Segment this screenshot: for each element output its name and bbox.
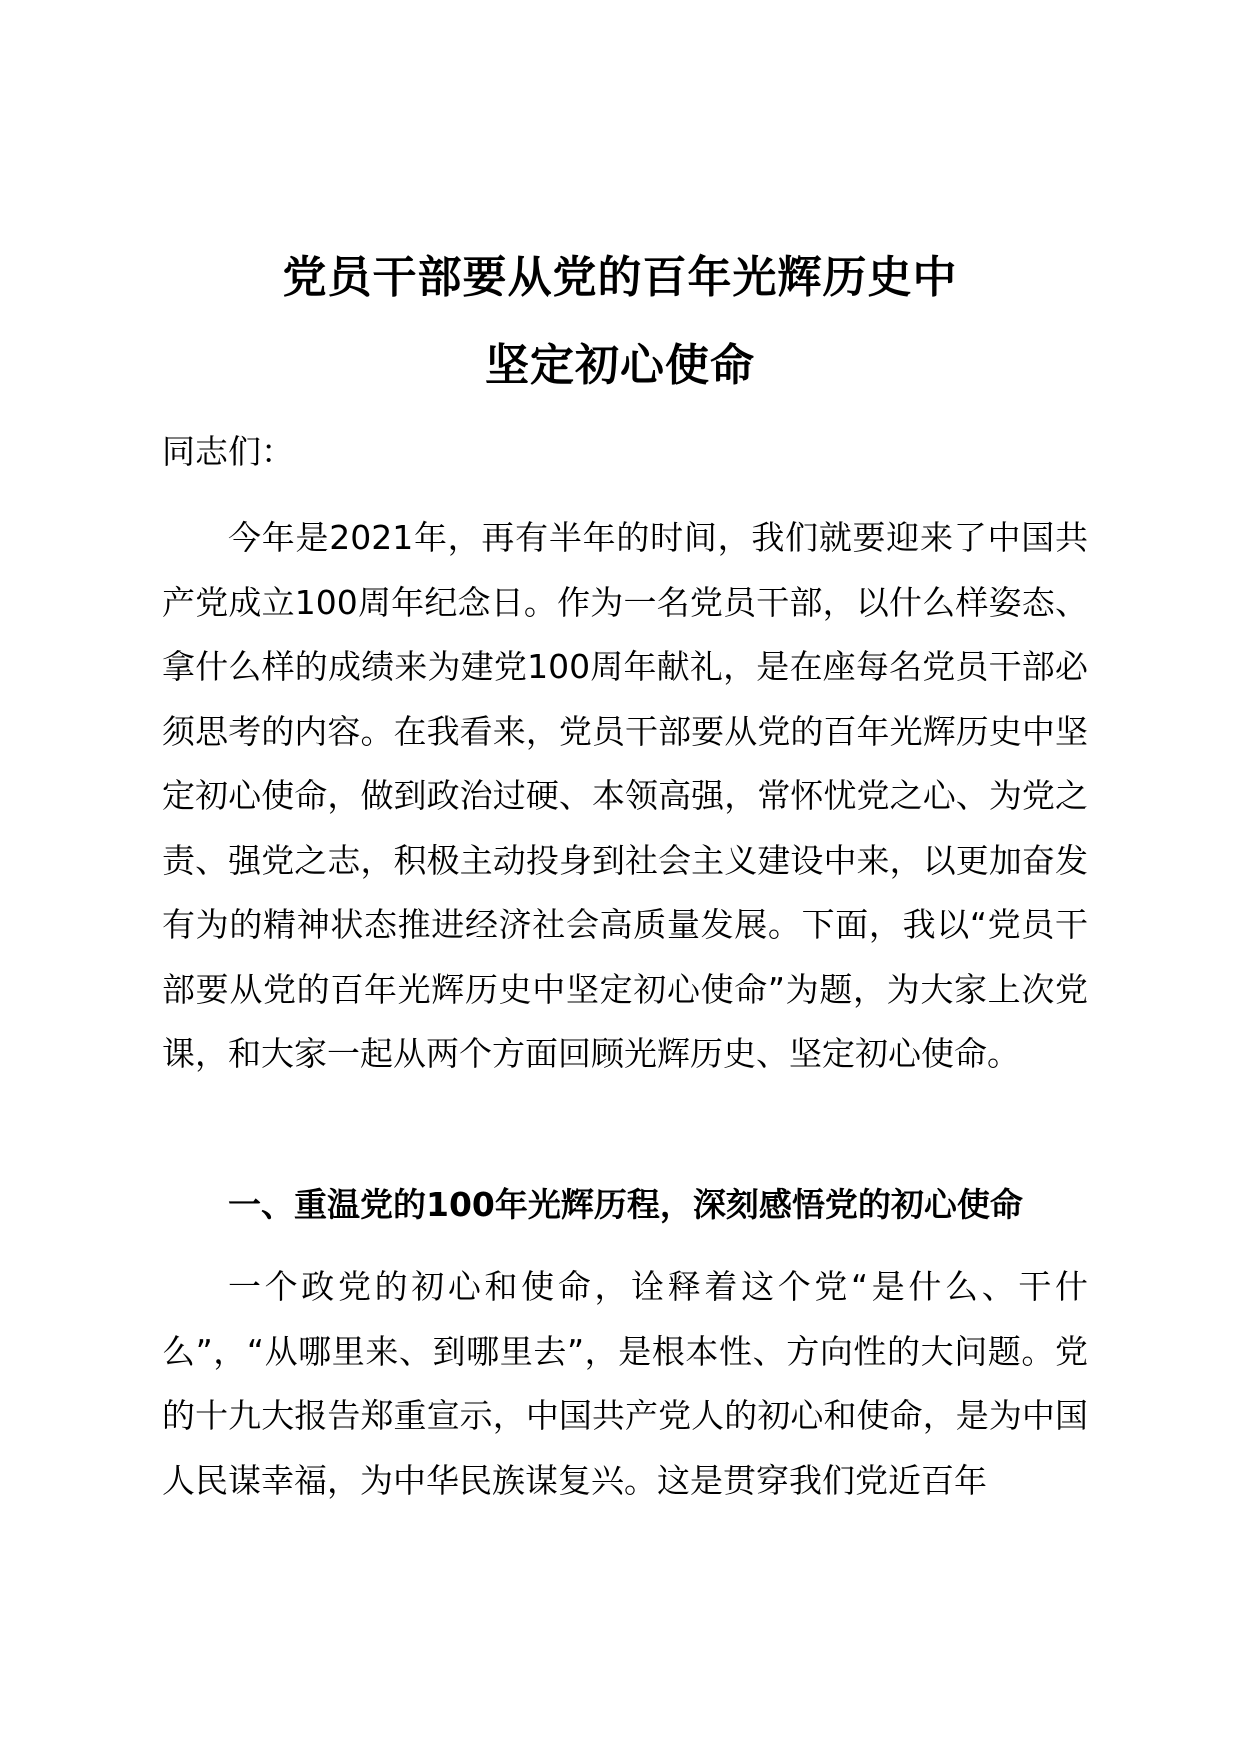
paragraph-section-1: 一个政党的初心和使命，诠释着这个党“是什么、干什么”，“从哪里来、到哪里去”，是根本性、方向性的大问题。党的十九大报告郑重宣示，中国共产党人的初心和使命，是为中国人民谋幸福，为中华民族谋复兴。这是贯穿我们党近百年 bbox=[162, 1267, 1088, 1500]
salutation: 同志们： bbox=[162, 432, 294, 471]
document-title-line-2: 坚定初心使命 bbox=[485, 340, 755, 391]
document-title-line-1: 党员干部要从党的百年光辉历史中 bbox=[282, 252, 958, 303]
paragraph-intro: 今年是2021年，再有半年的时间，我们就要迎来了中国共产党成立100周年纪念日。作为一名党员干部，以什么样姿态、拿什么样的成绩来为建党100周年献礼，是在座每名党员干部必须思考的内容。在我看来，党员干部要从党的百年光辉历史中坚定初心使命，做到政治过硬、本领高强，常怀忧党之心、为党之责、强党之志，积极主动投身到社会主义建设中来，以更加奋发有为的精神状态推进经济社会高质量发展。下面，我以“党员干部要从党的百年光辉历史中坚定初心使命”为题，为大家上次党课，和大家一起从两个方面回顾光辉历史、坚定初心使命。 bbox=[162, 518, 1088, 1073]
section-heading-1: 一、重温党的100年光辉历程，深刻感悟党的初心使命 bbox=[228, 1185, 1023, 1224]
